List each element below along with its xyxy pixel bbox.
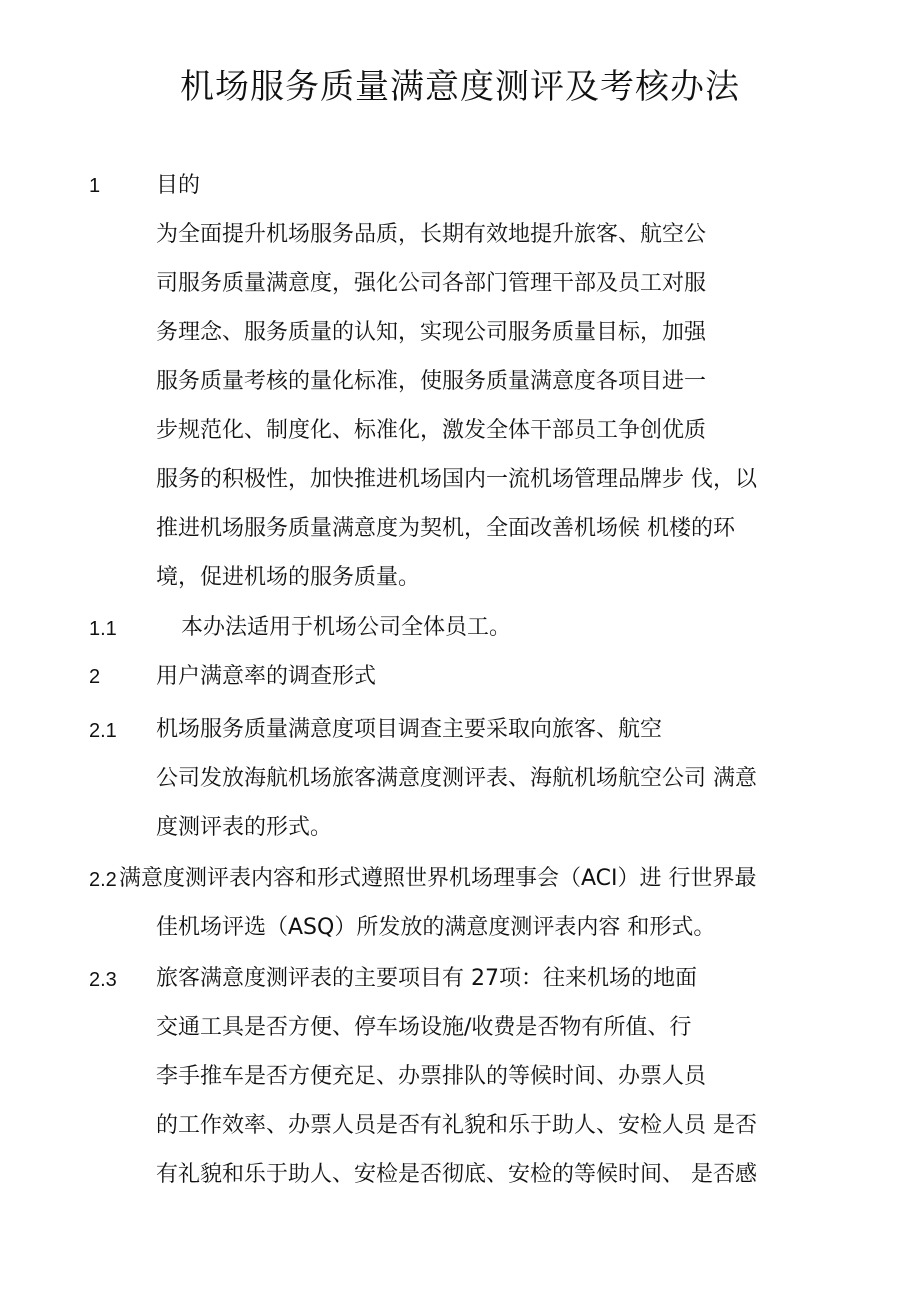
section-1-paragraph-line: 推进机场服务质量满意度为契机，全面改善机场候 机楼的环 bbox=[156, 516, 735, 541]
section-1-1-text: 本办法适用于机场公司全体员工。 bbox=[181, 615, 512, 640]
document-title: 机场服务质量满意度测评及考核办法 bbox=[180, 67, 740, 107]
section-2-2-number: 2.2 bbox=[89, 869, 117, 891]
section-1-heading: 目的 bbox=[156, 173, 201, 198]
section-2-2-line: 佳机场评选（ASQ）所发放的满意度测评表内容 和形式。 bbox=[156, 915, 716, 940]
section-1-1-number: 1.1 bbox=[89, 618, 117, 640]
section-2-1-number: 2.1 bbox=[89, 720, 117, 742]
section-2-3-line: 李手推车是否方便充足、办票排队的等候时间、办票人员 bbox=[156, 1064, 707, 1089]
section-1-paragraph-line: 务理念、服务质量的认知，实现公司服务质量目标，加强 bbox=[156, 320, 707, 345]
section-2-1-line: 公司发放海航机场旅客满意度测评表、海航机场航空公司 满意 bbox=[156, 766, 757, 791]
section-2-3-line: 有礼貌和乐于助人、安检是否彻底、安检的等候时间、 是否感 bbox=[156, 1162, 757, 1187]
section-1-paragraph-line: 步规范化、制度化、标准化，激发全体干部员工争创优质 bbox=[156, 418, 707, 443]
section-2-3-line: 旅客满意度测评表的主要项目有 27项：往来机场的地面 bbox=[156, 966, 697, 991]
section-1-paragraph-line: 服务质量考核的量化标准，使服务质量满意度各项目进一 bbox=[156, 369, 707, 394]
section-2-2-line: 满意度测评表内容和形式遵照世界机场理事会（ACI）进 行世界最 bbox=[119, 866, 757, 891]
section-1-paragraph-line: 为全面提升机场服务品质，长期有效地提升旅客、航空公 bbox=[156, 222, 707, 247]
section-2-1-line: 机场服务质量满意度项目调查主要采取向旅客、航空 bbox=[156, 717, 663, 742]
section-1-paragraph-line: 境，促进机场的服务质量。 bbox=[156, 565, 421, 590]
section-1-number: 1 bbox=[89, 175, 101, 197]
section-2-1-line: 度测评表的形式。 bbox=[156, 815, 333, 840]
section-1-paragraph-line: 司服务质量满意度，强化公司各部门管理干部及员工对服 bbox=[156, 271, 707, 296]
section-2-3-number: 2.3 bbox=[89, 969, 117, 991]
section-1-paragraph-line: 服务的积极性，加快推进机场国内一流机场管理品牌步 伐，以 bbox=[156, 467, 757, 492]
section-2-3-line: 交通工具是否方便、停车场设施/收费是否物有所值、行 bbox=[156, 1015, 692, 1040]
section-2-heading: 用户满意率的调查形式 bbox=[156, 664, 377, 689]
section-2-number: 2 bbox=[89, 666, 101, 688]
section-2-3-line: 的工作效率、办票人员是否有礼貌和乐于助人、安检人员 是否 bbox=[156, 1113, 757, 1138]
